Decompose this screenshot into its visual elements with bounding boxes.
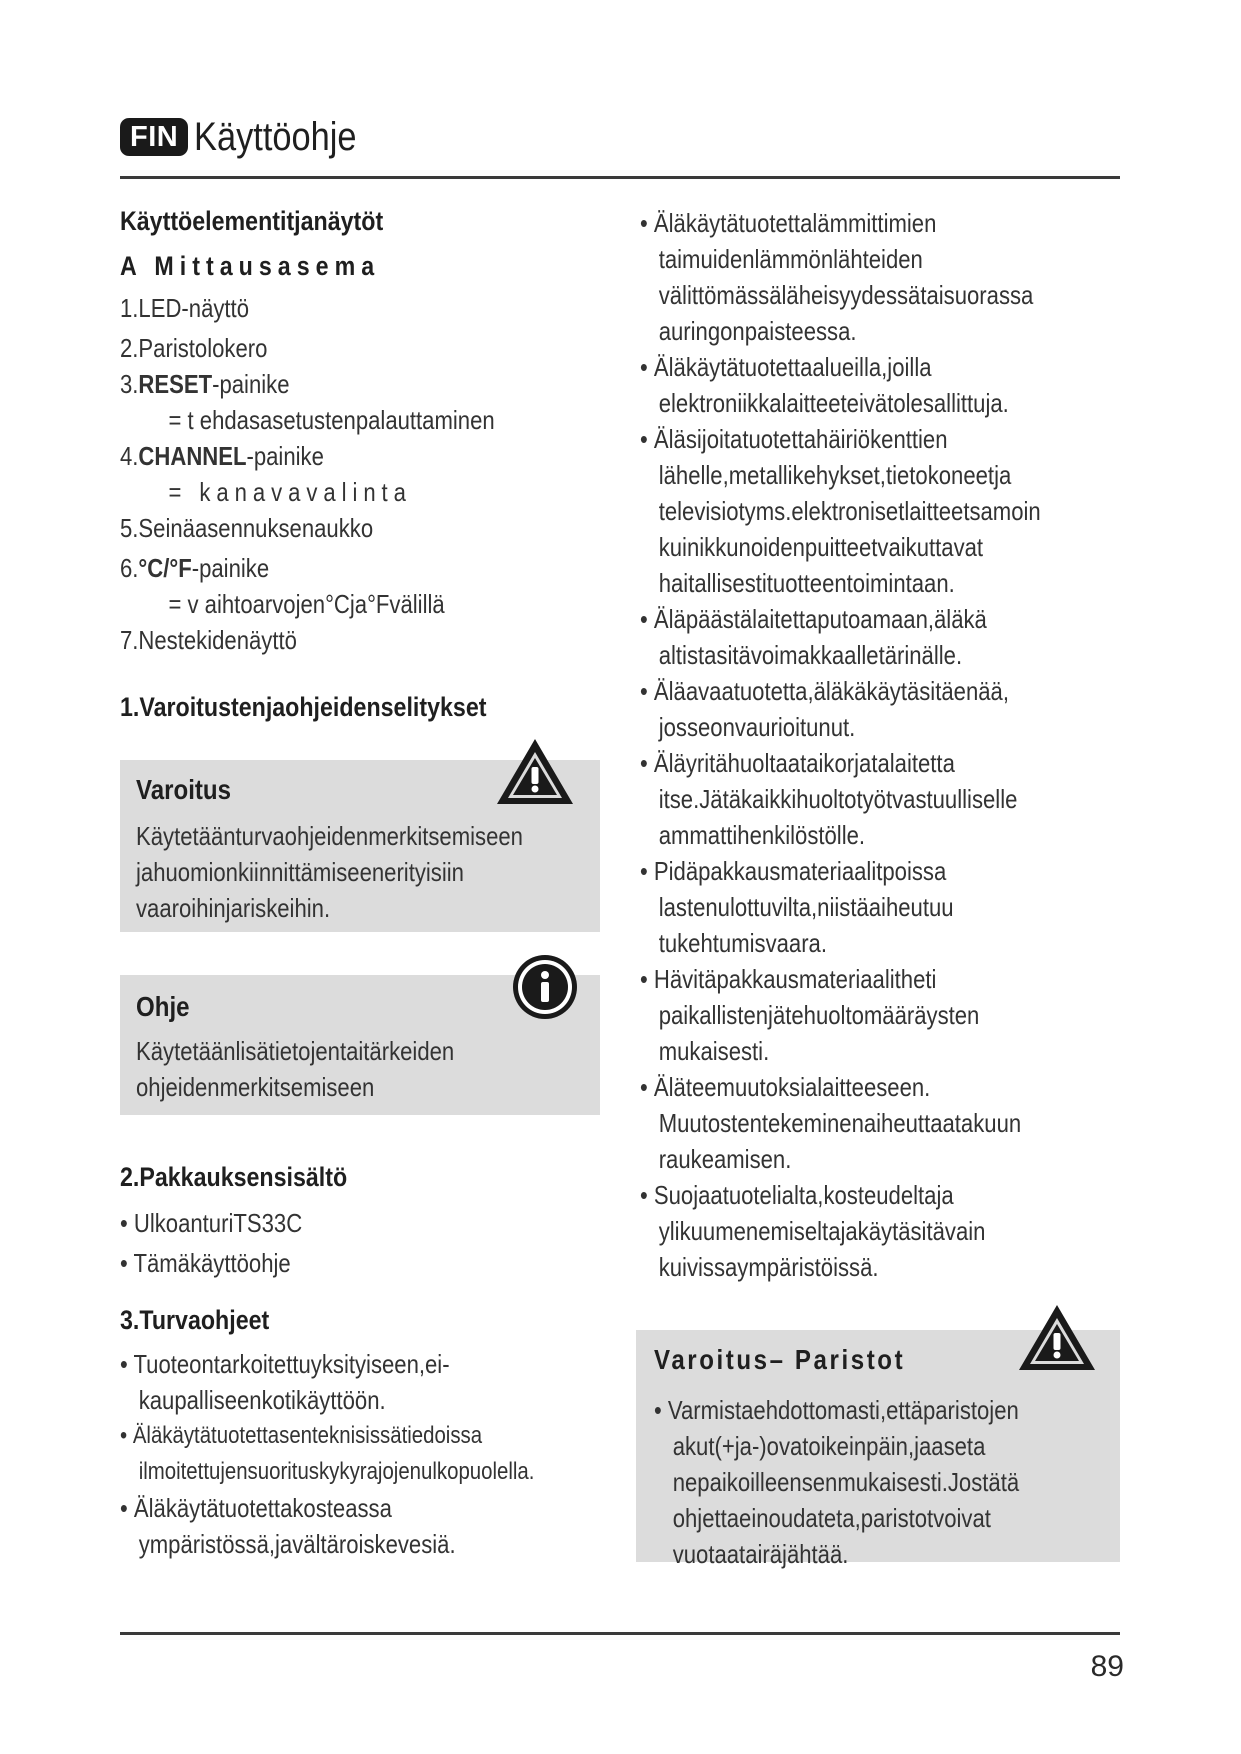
battery-warning-text: • Varmistaehdottomasti,ettäparistojen: [654, 1395, 1019, 1425]
note-text: Käytetäänlisätietojentaitärkeiden: [136, 1036, 455, 1066]
section-1-heading: 1.Varoitustenjaohjeidenselitykset: [120, 692, 487, 722]
warning-title: Varoitus: [136, 774, 232, 805]
battery-warning-title: Varoitus– Paristot: [654, 1344, 906, 1375]
list-item-description: = kanavavalinta: [168, 477, 412, 507]
right-column: [640, 205, 1120, 1285]
battery-warning-text: vuotaatairäjähtää.: [672, 1539, 849, 1569]
list-item: • Äläteemuutoksialaitteeseen. Muutostentekeminenaiheuttaatakuun raukeamisen.: [640, 1072, 1022, 1174]
footer-rule: [120, 1632, 1120, 1635]
list-item: 1.LED-näyttö: [120, 293, 249, 323]
note-title: Ohje: [136, 991, 190, 1022]
list-item: • Äläkäytätuotettasenteknisissätiedoissa ilmoitettujensuorituskykyrajojenulkopuolella.: [120, 1422, 535, 1485]
list-item: • UlkoanturiTS33C: [120, 1208, 303, 1238]
list-item-description: = v aihtoarvojen°Cja°Fvälillä: [168, 589, 445, 619]
info-icon: [511, 953, 579, 1021]
warning-triangle-icon: [494, 736, 576, 808]
list-item: 4.CHANNEL-painike: [120, 441, 324, 471]
document-title: Käyttöohje: [194, 114, 357, 159]
list-item: • Pidäpakkausmateriaalitpoissa lastenulottuvilta,niistäaiheutuu tukehtumisvaara.: [640, 856, 954, 958]
list-item: • Äläkäytätuotettakosteassa ympäristössä,javältäroiskevesiä.: [120, 1493, 456, 1559]
warning-text: jahuomionkiinnittämiseenerityisiin: [136, 857, 464, 887]
left-column-lower: [120, 1162, 610, 1562]
list-item: • Hävitäpakkausmateriaalitheti paikallistenjätehuoltomääräysten mukaisesti.: [640, 964, 980, 1066]
section-2-heading: 2.Pakkauksensisältö: [120, 1162, 348, 1192]
list-item: • Äläsijoitatuotettahäiriökenttien lähelle,metallikehykset,tietokoneetja televisiotyms.elektronisetlaitteetsamoin kuinikkunoidenpuitteetvaikuttavat haitallisestituotteentoimintaan.: [640, 424, 1041, 598]
list-item: • Äläpäästälaitettaputoamaan,äläkä altistasitävoimakkaalletärinälle.: [640, 604, 987, 670]
warning-text: vaaroihinjariskeihin.: [136, 893, 331, 923]
left-column: [120, 200, 610, 723]
list-item-description: = t ehdasasetustenpalauttaminen: [168, 405, 495, 435]
list-item: • Äläkäytätuotettaalueilla,joilla elektroniikkalaitteeteivätolesallittuja.: [640, 352, 1009, 418]
page-header: [120, 112, 383, 162]
header-rule: [120, 176, 1120, 179]
list-item: • Äläavaatuotetta,äläkäkäytäsitäenää, josseonvaurioitunut.: [640, 676, 1009, 742]
list-item: • Äläkäytätuotettalämmittimien taimuidenlämmönlähteiden välittömässäläheisyydessätaisuorassa auringonpaisteessa.: [640, 208, 1034, 346]
language-badge: FIN: [120, 118, 188, 156]
controls-heading: Käyttöelementitjanäytöt: [120, 206, 384, 236]
station-heading: A Mittausasema: [120, 251, 381, 281]
list-item: 7.Nestekidenäyttö: [120, 625, 297, 655]
page-number: 89: [1090, 1650, 1124, 1683]
battery-warning-text: akut(+ja-)ovatoikeinpäin,jaaseta: [672, 1431, 986, 1461]
list-item: • Äläyritähuoltaataikorjatalaitetta itse.Jätäkaikkihuoltotyötvastuulliselle ammattihenkilöstölle.: [640, 748, 1018, 850]
list-item: 3.RESET-painike: [120, 369, 290, 399]
warning-text: Käytetäänturvaohjeidenmerkitsemiseen: [136, 821, 523, 851]
list-item: • Tuoteontarkoitettuyksityiseen,ei- kaupalliseenkotikäyttöön.: [120, 1349, 450, 1415]
list-item: • Tämäkäyttöohje: [120, 1248, 291, 1278]
battery-warning-text: nepaikoilleensenmukaisesti.Jostätä: [672, 1467, 1020, 1497]
battery-warning-text: ohjettaeinoudateta,paristotvoivat: [672, 1503, 991, 1533]
list-item: 5.Seinäasennuksenaukko: [120, 513, 374, 543]
controls-list: [120, 290, 610, 658]
section-3-heading: 3.Turvaohjeet: [120, 1305, 270, 1335]
list-item: • Suojaatuotelialta,kosteudeltaja ylikuumenemiseltajakäytäsitävain kuivissaympäristöissä.: [640, 1180, 986, 1282]
note-text: ohjeidenmerkitsemiseen: [136, 1072, 375, 1102]
warning-triangle-icon: [1016, 1302, 1098, 1374]
list-item: 2.Paristolokero: [120, 333, 268, 363]
list-item: 6.°C/°F-painike: [120, 553, 270, 583]
